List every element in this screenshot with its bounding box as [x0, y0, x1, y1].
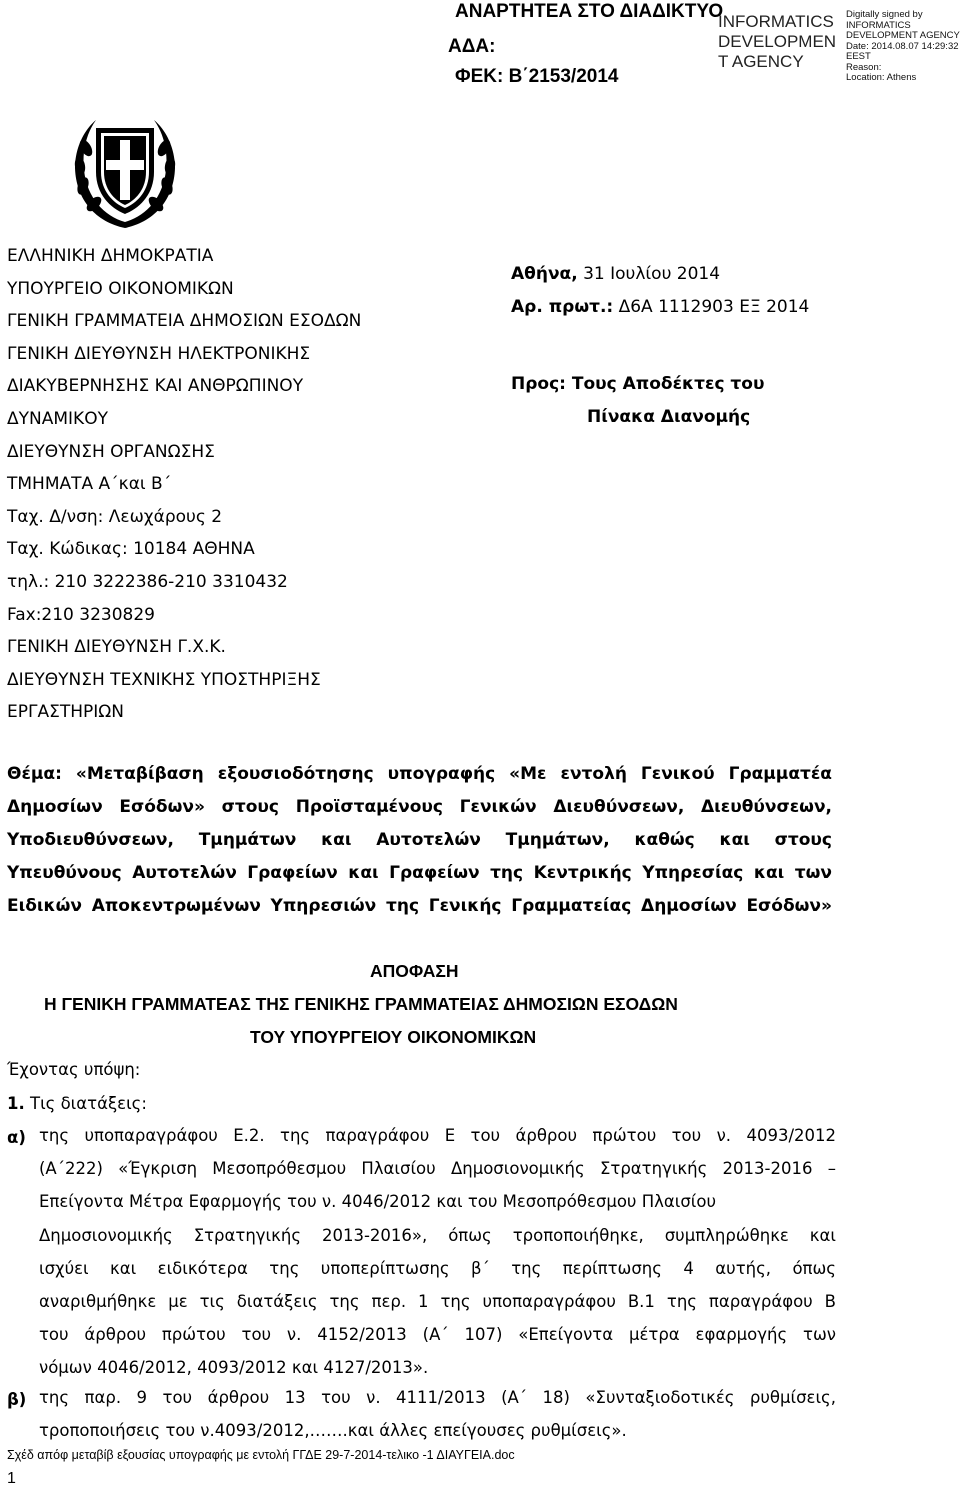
signature-org-line: DEVELOPMEN — [718, 32, 837, 51]
subject-block — [7, 762, 832, 927]
signature-detail-line: DEVELOPMENT AGENCY — [846, 30, 960, 41]
item-1-text: Τις διατάξεις: — [30, 1094, 147, 1113]
header-ada-label: ΑΔΑ: — [448, 36, 496, 57]
authority-line: ΓΕΝΙΚΗ ΔΙΕΥΘΥΝΣΗ Γ.Χ.Κ. — [7, 637, 226, 658]
paragraph-line: της παρ. 9 του άρθρου 13 του ν. 4111/2013 (Α΄ 18) «Συνταξιοδοτικές ρυθμίσεις, — [39, 1388, 836, 1407]
address-line: Ταχ. Κώδικας: 10184 ΑΘΗΝΑ — [7, 539, 255, 560]
paragraph-line: Επείγοντα Μέτρα Εφαρμογής του ν. 4046/2012 και του Μεσοπρόθεσμου Πλαισίου — [39, 1192, 717, 1212]
header-fek: ΦΕΚ: Β΄2153/2014 — [455, 66, 619, 87]
authority-line: ΓΕΝΙΚΗ ΔΙΕΥΘΥΝΣΗ ΗΛΕΚΤΡΟΝΙΚΗΣ — [7, 343, 311, 364]
item-b-label: β) — [7, 1390, 27, 1409]
decision-title: ΑΠΟΦΑΣΗ — [370, 961, 459, 981]
authority-block — [7, 240, 447, 729]
considering-intro: Έχοντας υπόψη: — [7, 1060, 141, 1079]
signature-detail-line: Digitally signed by — [846, 9, 923, 20]
paragraph-line: (Α΄222) «Έγκριση Μεσοπρόθεσμου Πλαισίου Δημοσιονομικής Στρατηγικής 2013-2016 – — [39, 1159, 836, 1179]
signature-detail-line: Location: Athens — [846, 72, 917, 83]
page-number: 1 — [7, 1470, 16, 1487]
place-label: Αθήνα, — [511, 264, 578, 284]
authority-line: ΔΙΕΥΘΥΝΣΗ ΟΡΓΑΝΩΣΗΣ — [7, 441, 215, 462]
item-a-label: α) — [7, 1128, 26, 1147]
subject-line: Δημοσίων Εσόδων» στους Προϊσταμένους Γενικών Διευθύνσεων, Διευθύνσεων, — [7, 797, 832, 817]
address-line: Ταχ. Δ/νση: Λεωχάρους 2 — [7, 506, 223, 527]
paragraph-line: του άρθρου πρώτου του ν. 4152/2013 (Α΄ 107) «Επείγοντα μέτρα εφαρμογής των — [39, 1325, 836, 1345]
paragraph-line: νόμων 4046/2012, 4093/2012 και 4127/2013». — [39, 1358, 429, 1378]
authority-line: ΔΙΕΥΘΥΝΣΗ ΤΕΧΝΙΚΗΣ ΥΠΟΣΤΗΡΙΞΗΣ — [7, 669, 321, 690]
signature-details — [846, 10, 960, 84]
protocol-line — [511, 297, 809, 374]
subject-line: Θέμα: «Μεταβίβαση εξουσιοδότησης υπογραφής «Με εντολή Γενικού Γραμματέα — [7, 764, 832, 784]
signature-org — [718, 12, 836, 72]
item-a-text — [39, 1124, 836, 1390]
item-b-text — [39, 1386, 836, 1452]
signature-detail-line: Date: 2014.08.07 14:29:32 — [846, 40, 959, 52]
to-label: Προς: — [511, 374, 566, 394]
authority-line: ΤΜΗΜΑΤΑ Α΄και Β΄ — [7, 474, 172, 495]
meta-block — [511, 264, 809, 427]
address-line: Fax:210 3230829 — [7, 604, 155, 625]
signature-detail-line: EEST — [846, 51, 871, 62]
subject-line: Υπευθύνους Αυτοτελών Γραφείων και Γραφείων της Κεντρικής Υπηρεσίας και των — [7, 863, 832, 883]
subject-line: Ειδικών Αποκεντρωμένων Υπηρεσιών της Γενικής Γραμματείας Δημοσίων Εσόδων» — [7, 896, 832, 916]
greek-emblem-icon — [66, 108, 184, 232]
recipients-text-1: Τους Αποδέκτες του — [571, 374, 765, 394]
protocol-number: Δ6Α 1112903 ΕΞ 2014 — [618, 297, 810, 317]
decision-issuer-line-1: Η ΓΕΝΙΚΗ ΓΡΑΜΜΑΤΕΑΣ ΤΗΣ ΓΕΝΙΚΗΣ ΓΡΑΜΜΑΤΕΙΑΣ ΔΗΜΟΣΙΩΝ ΕΣΟΔΩΝ — [44, 994, 678, 1014]
authority-line: ΓΕΝΙΚΗ ΓΡΑΜΜΑΤΕΙΑ ΔΗΜΟΣΙΩΝ ΕΣΟΔΩΝ — [7, 311, 362, 332]
paragraph-line: τροποποιήσεις του ν.4093/2012,…….και άλλες επείγουσες ρυθμίσεις». — [39, 1421, 627, 1441]
signature-org-line: INFORMATICS — [718, 12, 834, 31]
recipients-text-2: Πίνακα Διανομής — [587, 407, 751, 427]
signature-org-line: T AGENCY — [718, 52, 804, 71]
address-line: τηλ.: 210 3222386-210 3310432 — [7, 571, 288, 592]
paragraph-line: της υποπαραγράφου Ε.2. της παραγράφου Ε του άρθρου πρώτου του ν. 4093/2012 — [39, 1126, 836, 1145]
item-1-number: 1. — [7, 1094, 25, 1113]
date-line — [511, 264, 809, 297]
recipients-line — [511, 374, 809, 407]
authority-line: ΔΙΑΚΥΒΕΡΝΗΣΗΣ ΚΑΙ ΑΝΘΡΩΠΙΝΟΥ — [7, 376, 304, 397]
item-1 — [7, 1094, 147, 1113]
signature-detail-line: INFORMATICS — [846, 19, 911, 31]
signature-detail-line: Reason: — [846, 61, 882, 73]
paragraph-line: ισχύει και ειδικότερα της υποπερίπτωσης β΄ της περίπτωσης 4 αυτής, όπως — [39, 1258, 836, 1278]
authority-line: ΔΥΝΑΜΙΚΟΥ — [7, 408, 108, 429]
paragraph-line: Δημοσιονομικής Στρατηγικής 2013-2016», όπως τροποποιήθηκε, συμπληρώθηκε και — [39, 1225, 836, 1245]
paragraph-line: αναριθμήθηκε με τις διατάξεις της περ. 1 της υποπαραγράφου Β.1 της παραγράφου Β — [39, 1291, 836, 1311]
protocol-label: Αρ. πρωτ.: — [511, 297, 614, 317]
footer-filename: Σχέδ απόφ μεταβίβ εξουσίας υπογραφής με εντολή ΓΓΔΕ 29-7-2014-τελικο -1 ΔΙΑΥΓΕΙΑ.doc — [7, 1448, 515, 1462]
subject-line: Υποδιευθύνσεων, Τμημάτων και Αυτοτελών Τμημάτων, καθώς και στους — [7, 830, 832, 850]
decision-issuer-line-2: ΤΟΥ ΥΠΟΥΡΓΕΙΟΥ ΟΙΚΟΝΟΜΙΚΩΝ — [250, 1027, 537, 1047]
header-line-1: ΑΝΑΡΤΗΤΕΑ ΣΤΟ ΔΙΑΔΙΚΤΥΟ — [455, 1, 724, 22]
authority-line: ΥΠΟΥΡΓΕΙΟ ΟΙΚΟΝΟΜΙΚΩΝ — [7, 278, 234, 299]
authority-line: ΕΛΛΗΝΙΚΗ ΔΗΜΟΚΡΑΤΙΑ — [7, 246, 214, 266]
authority-line: ΕΡΓΑΣΤΗΡΙΩΝ — [7, 702, 124, 723]
document-date: 31 Ιουλίου 2014 — [583, 264, 721, 284]
